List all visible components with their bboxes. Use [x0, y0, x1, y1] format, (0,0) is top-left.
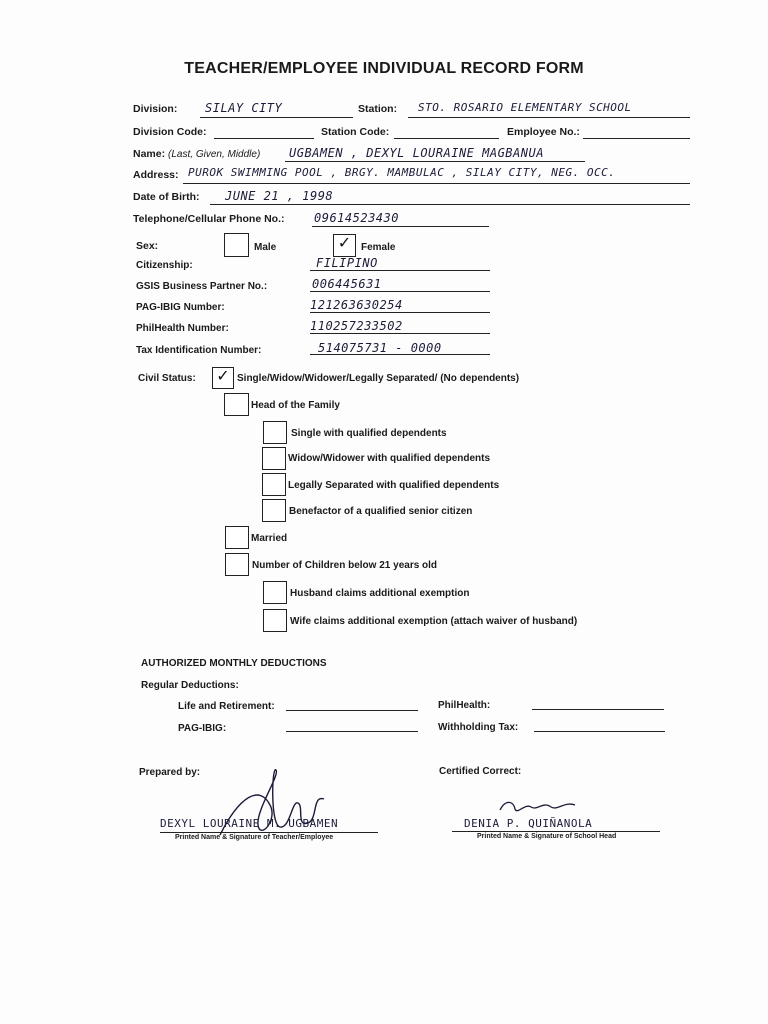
address-line: [183, 183, 690, 184]
life-retirement-line[interactable]: [286, 710, 418, 711]
name-line: [285, 161, 585, 162]
dob-value[interactable]: JUNE 21 , 1998: [225, 189, 334, 203]
head-of-family-checkbox[interactable]: [224, 393, 249, 416]
employee-printed-name: DEXYL LOURAINE M. UGBAMEN: [160, 817, 339, 830]
school-head-signature-line: [452, 831, 660, 832]
gsis-value[interactable]: 006445631: [312, 277, 382, 291]
single-with-dependents-label: Single with qualified dependents: [291, 428, 447, 439]
female-label: Female: [361, 242, 396, 253]
phone-line: [312, 226, 489, 227]
head-of-family-label: Head of the Family: [251, 400, 340, 411]
pagibig-number-line: [310, 312, 490, 313]
wife-exemption-checkbox[interactable]: [263, 609, 287, 632]
benefactor-checkbox[interactable]: [262, 499, 286, 522]
division-value[interactable]: SILAY CITY: [205, 101, 283, 115]
male-checkbox[interactable]: [224, 233, 249, 257]
philhealth-number-line: [310, 333, 490, 334]
school-head-signature-caption: Printed Name & Signature of School Head: [477, 833, 617, 840]
school-head-printed-name: DENIA P. QUIÑANOLA: [464, 817, 593, 830]
deductions-heading: AUTHORIZED MONTHLY DEDUCTIONS: [141, 658, 327, 669]
station-value[interactable]: STO. ROSARIO ELEMENTARY SCHOOL: [418, 101, 632, 114]
station-label: Station:: [358, 103, 398, 115]
gsis-line: [310, 291, 490, 292]
name-value[interactable]: UGBAMEN , DEXYL LOURAINE MAGBANUA: [289, 146, 544, 160]
benefactor-label: Benefactor of a qualified senior citizen: [289, 506, 473, 517]
prepared-by-label: Prepared by:: [139, 767, 201, 778]
station-code-line[interactable]: [394, 138, 499, 139]
legally-separated-with-dependents-label: Legally Separated with qualified dependents: [288, 480, 500, 491]
certified-correct-label: Certified Correct:: [439, 766, 522, 777]
employee-signature-caption: Printed Name & Signature of Teacher/Employee: [175, 834, 334, 841]
name-hint: (Last, Given, Middle): [168, 149, 261, 160]
employee-no-label: Employee No.:: [507, 126, 580, 138]
philhealth-deduction-label: PhilHealth:: [438, 700, 491, 711]
life-retirement-label: Life and Retirement:: [178, 701, 275, 712]
widow-with-dependents-checkbox[interactable]: [262, 447, 286, 470]
station-line: [408, 117, 690, 118]
employee-no-line[interactable]: [583, 138, 690, 139]
single-option-label: Single/Widow/Widower/Legally Separated/ (No dependents): [237, 373, 520, 384]
division-line: [200, 117, 353, 118]
address-value[interactable]: PUROK SWIMMING POOL , BRGY. MAMBULAC , SILAY CITY, NEG. OCC.: [188, 166, 616, 179]
philhealth-deduction-line[interactable]: [532, 709, 664, 710]
widow-with-dependents-label: Widow/Widower with qualified dependents: [288, 453, 491, 464]
male-label: Male: [254, 242, 277, 253]
pagibig-deduction-line[interactable]: [286, 731, 418, 732]
division-code-label: Division Code:: [133, 126, 207, 138]
address-label: Address:: [133, 169, 179, 181]
phone-label: Telephone/Cellular Phone No.:: [133, 213, 285, 225]
division-code-line[interactable]: [214, 138, 314, 139]
single-with-dependents-checkbox[interactable]: [263, 421, 287, 444]
philhealth-number-value[interactable]: 110257233502: [310, 319, 403, 333]
married-label: Married: [251, 533, 288, 544]
single-checkbox[interactable]: ✓: [212, 367, 234, 389]
withholding-tax-label: Withholding Tax:: [438, 722, 519, 733]
citizenship-value[interactable]: FILIPINO: [316, 256, 378, 270]
form-title: TEACHER/EMPLOYEE INDIVIDUAL RECORD FORM: [184, 60, 584, 77]
station-code-label: Station Code:: [321, 126, 390, 138]
sex-label: Sex:: [136, 240, 159, 252]
division-label: Division:: [133, 103, 178, 115]
citizenship-label: Citizenship:: [136, 260, 193, 271]
children-checkbox[interactable]: [225, 553, 249, 576]
regular-deductions-label: Regular Deductions:: [141, 680, 239, 691]
dob-line: [210, 204, 690, 205]
philhealth-number-label: PhilHealth Number:: [136, 323, 229, 334]
children-label: Number of Children below 21 years old: [252, 560, 438, 571]
dob-label: Date of Birth:: [133, 191, 200, 203]
tin-label: Tax Identification Number:: [136, 345, 262, 356]
female-checkbox[interactable]: ✓: [333, 234, 356, 257]
tin-value[interactable]: 514075731 - 0000: [318, 341, 442, 355]
husband-exemption-label: Husband claims additional exemption: [290, 588, 470, 599]
pagibig-number-value[interactable]: 121263630254: [310, 298, 403, 312]
civil-status-label: Civil Status:: [138, 373, 196, 384]
pagibig-deduction-label: PAG-IBIG:: [178, 723, 227, 734]
withholding-tax-line[interactable]: [534, 731, 665, 732]
phone-value[interactable]: 09614523430: [314, 211, 399, 225]
pagibig-number-label: PAG-IBIG Number:: [136, 302, 225, 313]
employee-signature-line: [160, 832, 378, 833]
married-checkbox[interactable]: [225, 526, 249, 549]
name-label: Name: (Last, Given, Middle): [133, 148, 261, 160]
husband-exemption-checkbox[interactable]: [263, 581, 287, 604]
gsis-label: GSIS Business Partner No.:: [136, 281, 268, 292]
legally-separated-with-dependents-checkbox[interactable]: [262, 473, 286, 496]
wife-exemption-label: Wife claims additional exemption (attach waiver of husband): [290, 616, 578, 627]
citizenship-line: [310, 270, 490, 271]
